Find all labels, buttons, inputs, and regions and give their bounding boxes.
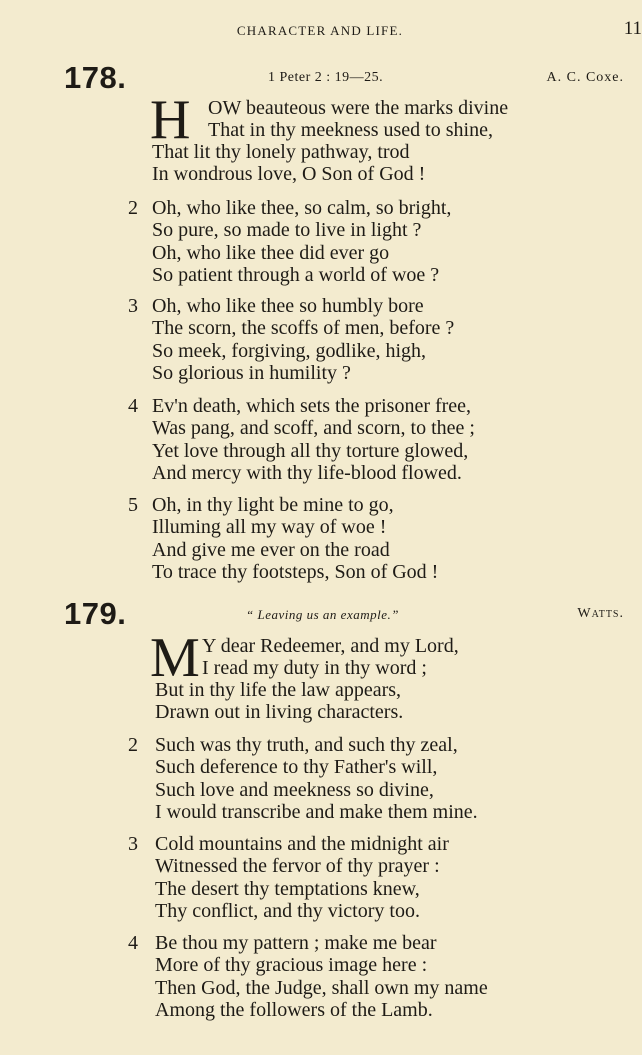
stanza-line: So patient through a world of woe ? xyxy=(152,263,440,286)
hymn-178-heading xyxy=(0,60,640,100)
stanza-line: And give me ever on the road xyxy=(152,538,390,561)
stanza-number: 3 xyxy=(128,833,138,855)
stanza-number: 2 xyxy=(128,734,138,756)
stanza-line: Such deference to thy Father's will, xyxy=(155,756,438,779)
stanza-line: Be thou my pattern ; make me bear xyxy=(155,932,437,954)
stanza-line: So pure, so made to live in light ? xyxy=(152,219,422,242)
hymn-scripture-reference: 1 Peter 2 : 19—25. xyxy=(268,70,384,85)
stanza-line: Cold mountains and the midnight air xyxy=(155,833,449,855)
hymn-author: Watts. xyxy=(577,606,624,621)
stanza-line: Y dear Redeemer, and my Lord, xyxy=(202,635,459,657)
stanza-line: More of thy gracious image here : xyxy=(155,954,428,977)
stanza-line: Such love and meekness so divine, xyxy=(155,778,434,801)
running-title: CHARACTER AND LIFE. xyxy=(236,23,404,38)
page-number: 11 xyxy=(623,18,642,39)
stanza-line: Thy conflict, and thy victory too. xyxy=(155,899,420,922)
stanza-line: I read my duty in thy word ; xyxy=(202,657,427,679)
hymn-author: A. C. Coxe. xyxy=(546,70,624,85)
stanza-line: Oh, who like thee so humbly bore xyxy=(152,295,424,317)
stanza-line: Then God, the Judge, shall own my name xyxy=(155,976,488,999)
stanza-line: Ev'n death, which sets the prisoner free, xyxy=(152,395,472,417)
stanza-line: OW beauteous were the marks divine xyxy=(208,97,509,119)
stanza-line: Was pang, and scoff, and scorn, to thee ; xyxy=(152,417,475,440)
stanza-line: Yet love through all thy torture glowed, xyxy=(152,439,469,462)
stanza-line: I would transcribe and make them mine. xyxy=(155,800,478,823)
stanza-line: And mercy with thy life-blood flowed. xyxy=(152,461,462,484)
stanza-line: Drawn out in living characters. xyxy=(155,701,404,723)
drop-cap: H xyxy=(150,89,191,151)
hymn-scripture-reference: “ Leaving us an example.” xyxy=(246,607,399,622)
stanza-line: The scorn, the scoffs of men, before ? xyxy=(152,317,455,340)
page-header xyxy=(0,18,642,42)
stanza-line: To trace thy footsteps, Son of God ! xyxy=(152,560,439,583)
stanza-line: But in thy life the law appears, xyxy=(155,679,402,701)
stanza-line: So glorious in humility ? xyxy=(152,361,351,384)
hymn-number: 179. xyxy=(64,596,127,631)
stanza-line: Among the followers of the Lamb. xyxy=(155,998,433,1021)
stanza-number: 5 xyxy=(128,494,138,516)
stanza-number: 4 xyxy=(128,395,138,417)
stanza-number: 4 xyxy=(128,932,138,954)
stanza-line: Oh, in thy light be mine to go, xyxy=(152,494,394,516)
stanza-line: That in thy meekness used to shine, xyxy=(208,119,493,141)
stanza-line: In wondrous love, O Son of God ! xyxy=(152,163,426,185)
stanza-line: So meek, forgiving, godlike, high, xyxy=(152,339,427,362)
stanza-line: The desert thy temptations knew, xyxy=(155,877,420,900)
stanza-line: Illuming all my way of woe ! xyxy=(152,516,387,539)
stanza-line: That lit thy lonely pathway, trod xyxy=(152,141,410,163)
stanza-line: Oh, who like thee did ever go xyxy=(152,241,390,264)
stanza-line: Such was thy truth, and such thy zeal, xyxy=(155,734,458,756)
stanza-number: 3 xyxy=(128,295,138,317)
stanza-line: Witnessed the fervor of thy prayer : xyxy=(155,855,440,878)
stanza-line: Oh, who like thee, so calm, so bright, xyxy=(152,197,452,219)
hymn-number: 178. xyxy=(64,60,127,95)
stanza-number: 2 xyxy=(128,197,138,219)
hymn-179-heading xyxy=(0,596,640,636)
drop-cap: M xyxy=(150,627,200,689)
